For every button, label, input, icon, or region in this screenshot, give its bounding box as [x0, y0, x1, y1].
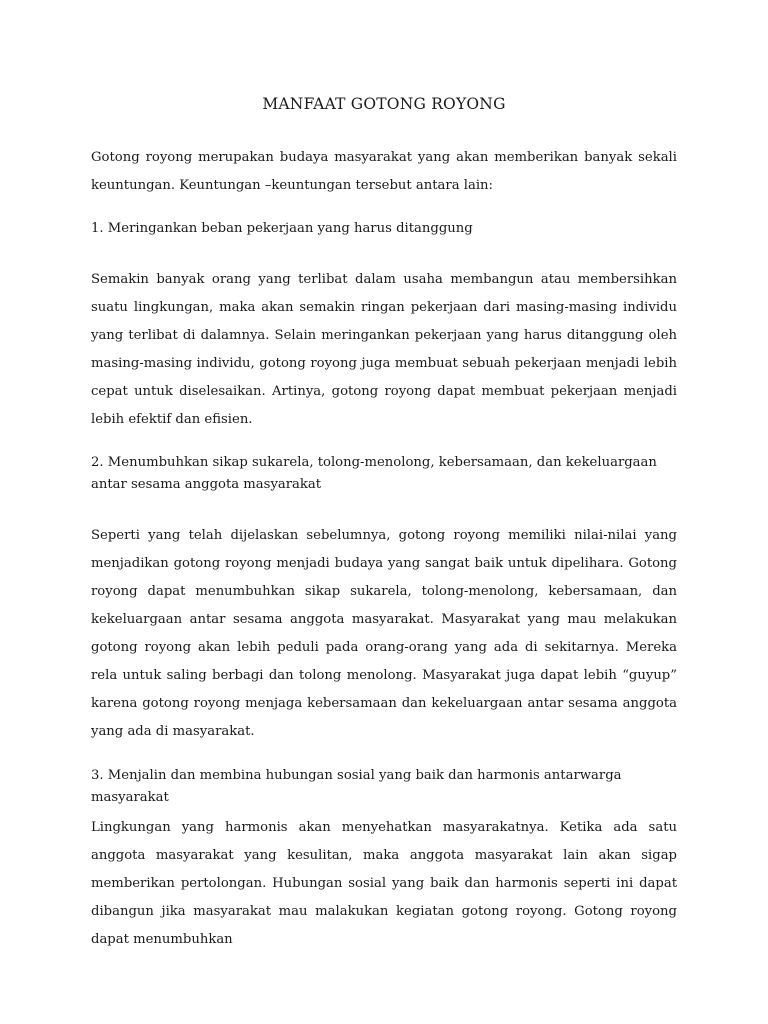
section-3-heading: 3. Menjalin dan membina hubungan sosial yang baik dan harmonis antarwarga masyarakat — [91, 768, 622, 805]
intro-paragraph: Gotong royong merupakan budaya masyarakat yang akan memberikan banyak sekali keuntungan. Keuntungan –keuntungan tersebut antara lain: — [91, 150, 677, 193]
section-3-paragraph: Lingkungan yang harmonis akan menyehatkan masyarakatnya. Ketika ada satu anggota masyarakat yang kesulitan, maka anggota masyarakat lain akan sigap memberikan pertolongan. Hubungan sosial yang baik dan harmonis seperti ini dapat dibangun jika masyarakat mau malakukan kegiatan gotong royong. Gotong royong dapat menumbuhkan — [91, 820, 677, 947]
section-1-paragraph: Semakin banyak orang yang terlibat dalam usaha membangun atau membersihkan suatu lingkungan, maka akan semakin ringan pekerjaan dari masing-masing individu yang terlibat di dalamnya. Selain meringankan pekerjaan yang harus ditanggung oleh masing-masing individu, gotong royong juga membuat sebuah pekerjaan menjadi lebih cepat untuk diselesaikan. Artinya, gotong royong dapat membuat pekerjaan menjadi lebih efektif dan efisien. — [91, 272, 677, 427]
section-2-heading: 2. Menumbuhkan sikap sukarela, tolong-menolong, kebersamaan, dan kekeluargaan antar sesama anggota masyarakat — [91, 455, 657, 492]
section-1-heading: 1. Meringankan beban pekerjaan yang harus ditanggung — [91, 221, 473, 236]
section-2-paragraph: Seperti yang telah dijelaskan sebelumnya, gotong royong memiliki nilai-nilai yang menjadikan gotong royong menjadi budaya yang sangat baik untuk dipelihara. Gotong royong dapat menumbuhkan sikap sukarela, tolong-menolong, kebersamaan, dan kekeluargaan antar sesama anggota masyarakat. Masyarakat yang mau melakukan gotong royong akan lebih peduli pada orang-orang yang ada di sekitarnya. Mereka rela untuk saling berbagi dan tolong menolong. Masyarakat juga dapat lebih “guyup” karena gotong royong menjaga kebersamaan dan kekeluargaan antar sesama anggota yang ada di masyarakat. — [91, 528, 677, 739]
document-title: MANFAAT GOTONG ROYONG — [262, 95, 506, 113]
